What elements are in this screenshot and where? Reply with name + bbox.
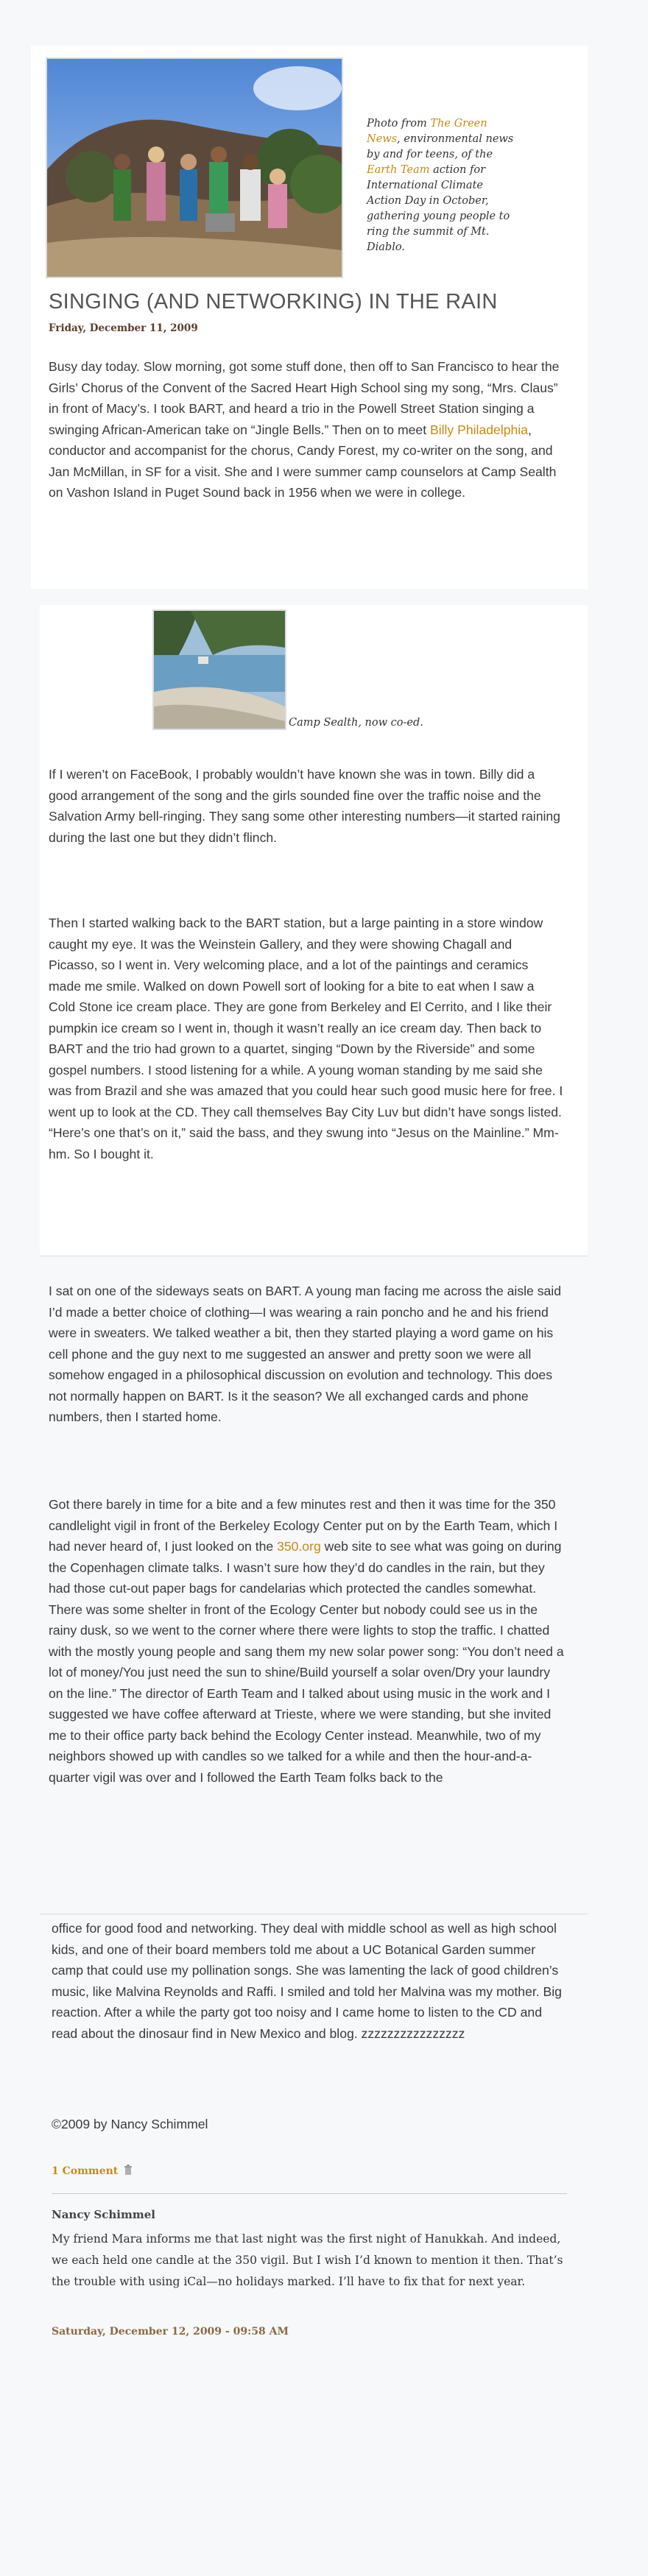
copyright: ©2009 by Nancy Schimmel xyxy=(52,2117,208,2131)
comments-count[interactable]: 1 Comment xyxy=(52,2165,133,2177)
mt-diablo-photo-caption: Photo from The Green News, environmental news by and for teens, of the Earth Team action for International Climate Action Day in October, gathering young people to ring the summit of Mt. Diablo. xyxy=(367,118,514,253)
paragraph-3: Then I started walking back to the BART station, but a large painting in a store window caught my eye. It was the Weinstein Gallery, and they were showing Chagall and Picasso, so I went in. Very welcoming place, and a lot of the paintings and ceramics made me smile. Walked on down Powell sort of looking for a bite to eat when I saw a Cold Stone ice cream place. They are gone from Berkeley and El Cerrito, and I like their pumpkin ice cream so I went in, though it wasn’t really an ice cream day. Then back to BART and the trio had grown to a quartet, singing “Down by the Riverside” and some gospel numbers. I stood listening for a while. A young woman standing by me said she was from Brazil and she was amazed that you could hear such good music here for free. I went up to look at the CD. They call themselves Bay City Luv but didn’t have songs listed. “Here’s one that’s on it,” said the bass, and they swung into “Jesus on the Mainline.” Mm-hm. So I bought it. xyxy=(49,916,563,1161)
paragraph-2: If I weren’t on FaceBook, I probably wouldn’t have known she was in town. Billy did a good arrangement of the song and the girls sounded fine over the traffic noise and the Salvation Army bell-ringing. They sang some other interesting numbers—it started raining during the last one but they didn’t flinch. xyxy=(49,767,560,845)
comment-text: My friend Mara informs me that last night was the first night of Hanukkah. And indeed, we each held one candle at the 350 vigil. But I wish I’d known to mention it then. That’s the trouble with using iCal—no holidays marked. I’ll have to fix that for next year. xyxy=(52,2232,563,2288)
post-title: SINGING (AND NETWORKING) IN THE RAIN xyxy=(49,290,498,314)
green-news-link[interactable]: The Green News xyxy=(367,118,487,145)
earth-team-link[interactable]: Earth Team xyxy=(367,164,430,176)
trash-icon[interactable] xyxy=(124,2165,133,2175)
billy-philadelphia-link[interactable]: Billy Philadelphia xyxy=(429,422,528,437)
paragraph-4: I sat on one of the sideways seats on BART. A young man facing me across the aisle said I’d made a better choice of clothing—I was wearing a rain poncho and he and his friend were in sweaters. We talked weather a bit, then they started playing a word game on his cell phone and the guy next to me suggested an answer and pretty soon we were all somehow engaged in a philosophical discussion on evolution and technology. This does not normally happen on BART. Is it the season? We all exchanged cards and phone numbers, then I started home. xyxy=(49,1284,561,1424)
comment-divider xyxy=(52,2193,567,2194)
paragraph-1: Busy day today. Slow morning, got some stuff done, then off to San Francisco to hear the Girls’ Chorus of the Convent of the Sacred Heart High School sing my song, “Mrs. Claus” in front of Macy’s. I took BART, and heard a trio in the Powell Street Station singing a swinging African-American take on “Jingle Bells.” Then on to meet Billy Philadelphia, conductor and accompanist for the chorus, Candy Forest, my co-writer on the song, and Jan McMillan, in SF for a visit. She and I were summer camp counselors at Camp Sealth on Vashon Island in Puget Sound back in 1956 when we were in college. xyxy=(49,359,560,500)
post-date: Friday, December 11, 2009 xyxy=(49,322,198,334)
mt-diablo-photo-image xyxy=(47,59,342,277)
comment-date: Saturday, December 12, 2009 - 09:58 AM xyxy=(52,2326,289,2338)
comment-author: Nancy Schimmel xyxy=(52,2208,155,2221)
paragraph-5: Got there barely in time for a bite and a few minutes rest and then it was time for the 350 candlelight vigil in front of the Berkeley Ecology Center put on by the Earth Team, which I had never heard of, I just looked on the 350.org web site to see what was going on during the Copenhagen climate talks. I wasn’t sure how they’d do candles in the rain, but they had those cut-out paper bags for candelarias which protected the candles somewhat. There was some shelter in front of the Ecology Center but nobody could see us in the rainy dusk, so we went to the corner where there were lights to stop the traffic. I chatted with the mostly young people and sang them my new solar power song: “You don’t need a lot of money/You just need the sun to shine/Build yourself a solar oven/Dry your laundry on the line.” The director of Earth Team and I talked about using music in the work and I suggested we have coffee afterward at Trieste, where we were standing, but she invited me to their office party back behind the Ecology Center instead. Meanwhile, two of my neighbors showed up with candles so we talked for a while and then the hour-and-a-quarter vigil was over and I followed the Earth Team folks back to the xyxy=(49,1497,564,1785)
paragraph-6: office for good food and networking. They deal with middle school as well as high school kids, and one of their board members told me about a UC Botanical Garden summer camp that could use my pollination songs. She was lamenting the lack of good children’s music, like Malvina Reynolds and Raffi. I smiled and told her Malvina was my mother. Big reaction. After a while the party got too noisy and I came home to listen to the CD and read about the dinosaur find in New Mexico and blog. zzzzzzzzzzzzzzzz xyxy=(52,1921,562,2041)
camp-sealth-photo-image xyxy=(154,611,285,729)
camp-sealth-photo xyxy=(152,609,286,730)
camp-sealth-caption: Camp Sealth, now co-ed. xyxy=(289,717,423,729)
mt-diablo-photo xyxy=(46,57,343,278)
350-org-link[interactable]: 350.org xyxy=(277,1539,321,1554)
